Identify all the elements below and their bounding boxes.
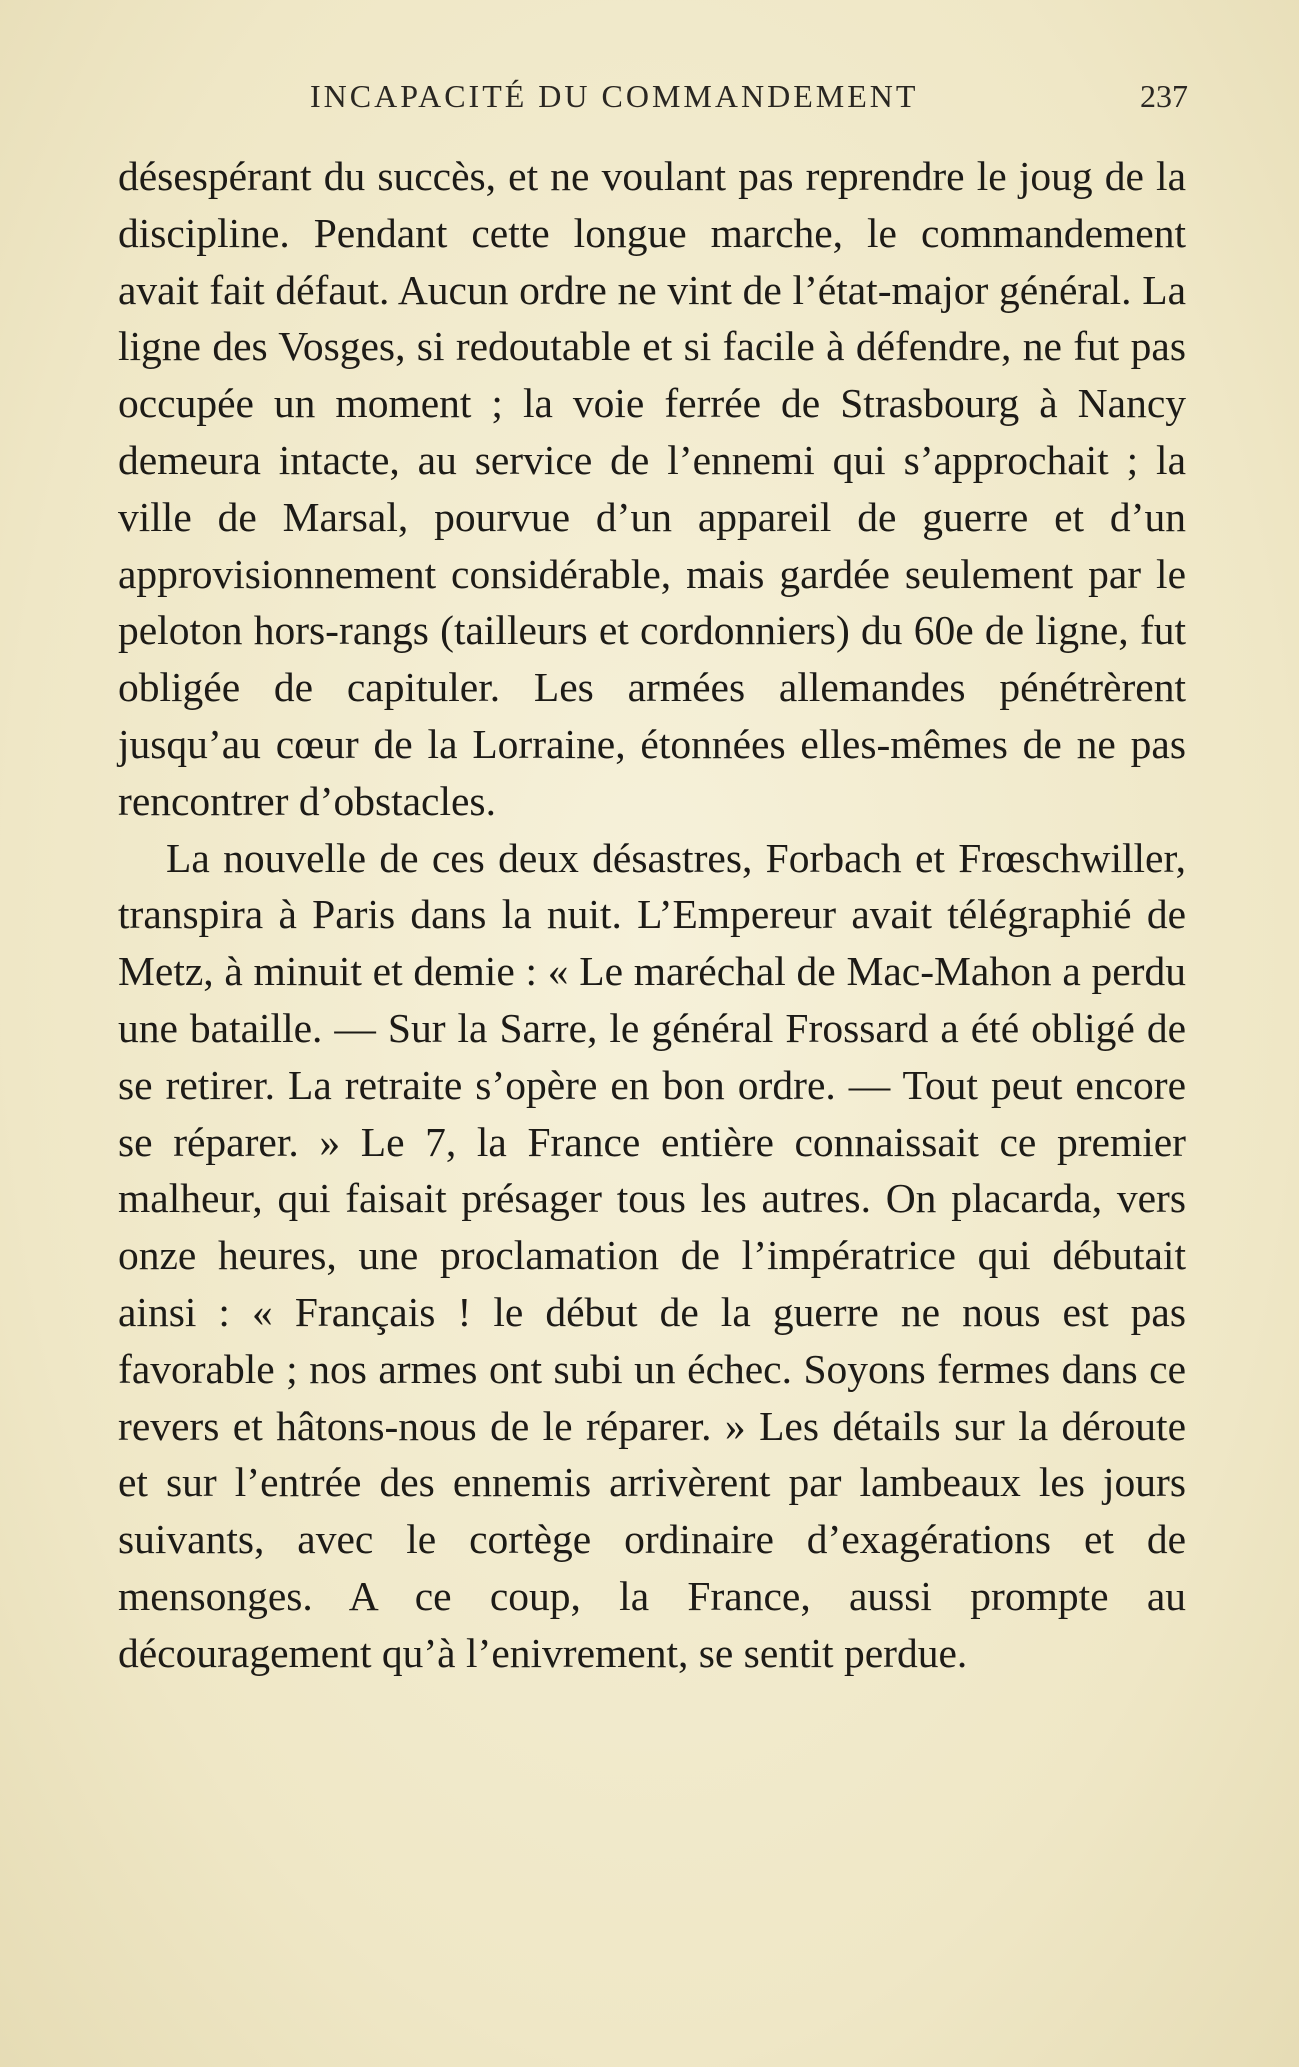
paragraph: La nouvelle de ces deux désastres, Forbach et Frœschwiller, transpira à Paris dans la nuit. L’Empereur avait télégraphié de Metz, à minuit et demie : « Le maréchal de Mac-Mahon a perdu une bataille. — Sur la Sarre, le général Frossard a été obligé de se retirer. La retraite s’opère en bon ordre. — Tout peut encore se réparer. » Le 7, la France entière connaissait ce premier malheur, qui faisait présager tous les autres. On placarda, vers onze heures, une proclamation de l’impératrice qui débutait ainsi : « Français ! le début de la guerre ne nous est pas favorable ; nos armes ont subi un échec. Soyons fermes dans ce revers et hâtons-nous de le réparer. » Les détails sur la déroute et sur l’entrée des ennemis arrivèrent par lambeaux les jours suivants, avec le cortège ordinaire d’exagérations et de mensonges. A ce coup, la France, aussi prompte au découragement qu’à l’enivrement, se sentit perdue. — [118, 834, 1186, 1676]
body-text — [118, 148, 1186, 1682]
running-head-title: INCAPACITÉ DU COMMANDEMENT — [310, 78, 919, 114]
running-head — [120, 78, 1200, 128]
paragraph-continued: désespérant du succès, et ne voulant pas reprendre le joug de la discipline. Pendant cette longue marche, le commandement avait fait défaut. Aucun ordre ne vint de l’état-major général. La ligne des Vosges, si redoutable et si facile à défendre, ne fut pas occupée un moment ; la voie ferrée de Strasbourg à Nancy demeura intacte, au service de l’ennemi qui s’approchait ; la ville de Marsal, pourvue d’un appareil de guerre et d’un approvisionnement considérable, mais gardée seulement par le peloton hors-rangs (tailleurs et cordonniers) du 60e de ligne, fut obligée de capituler. Les armées allemandes pénétrèrent jusqu’au cœur de la Lorraine, étonnées elles-mêmes de ne pas rencontrer d’obstacles. — [118, 153, 1186, 824]
page-number: 237 — [1140, 78, 1188, 114]
